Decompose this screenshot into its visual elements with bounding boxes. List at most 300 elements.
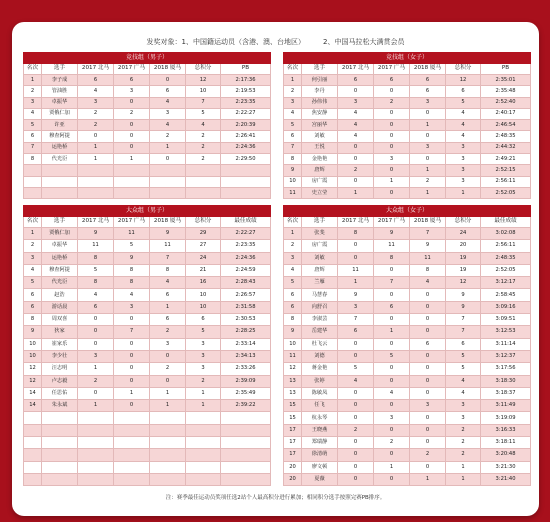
award-notice-item-2: 2、中国马拉松大满贯会员 bbox=[322, 38, 405, 46]
table-cell: 杭永琴 bbox=[302, 412, 338, 424]
table-cell: 2:35:49 bbox=[221, 387, 271, 399]
table-cell: 8 bbox=[284, 154, 302, 165]
table-cell: 贾俄仁加 bbox=[42, 108, 78, 119]
table-cell bbox=[24, 176, 42, 187]
table-cell: 4 bbox=[78, 289, 114, 301]
column-header: PB bbox=[481, 64, 531, 75]
table-row bbox=[24, 176, 271, 187]
table-cell: 1 bbox=[284, 228, 302, 240]
table-row bbox=[24, 187, 271, 198]
table-cell: 5 bbox=[284, 120, 302, 131]
table-cell: 6 bbox=[150, 86, 186, 97]
table-cell: 3:16:33 bbox=[481, 424, 531, 436]
table-cell: 3:09:16 bbox=[481, 301, 531, 313]
table-cell: 1 bbox=[114, 154, 150, 165]
table-cell: 0 bbox=[374, 314, 410, 326]
table-row bbox=[284, 449, 531, 461]
table-cell: 3 bbox=[410, 400, 446, 412]
table-cell: 0 bbox=[338, 176, 374, 187]
table-cell: 岳建华 bbox=[302, 326, 338, 338]
table-cell: 4 bbox=[150, 97, 186, 108]
table-cell bbox=[24, 437, 42, 449]
table-cell: 2:24:59 bbox=[221, 264, 271, 276]
table-title: 竞技组（男子） bbox=[24, 53, 271, 64]
table-cell: 0 bbox=[338, 412, 374, 424]
table-cell: 0 bbox=[410, 301, 446, 313]
column-header: 2017 北马 bbox=[338, 64, 374, 75]
table-cell: 蒋金艳 bbox=[302, 363, 338, 375]
table-row bbox=[284, 350, 531, 362]
table-cell: 10 bbox=[186, 301, 221, 313]
table-title: 大众组（男子） bbox=[24, 206, 271, 217]
table-cell: 7 bbox=[186, 97, 221, 108]
table-row bbox=[284, 387, 531, 399]
table-cell: 8 bbox=[114, 264, 150, 276]
table-row bbox=[284, 86, 531, 97]
table-cell: 6 bbox=[24, 131, 42, 142]
table-cell: 19 bbox=[446, 264, 481, 276]
table-cell: 8 bbox=[284, 314, 302, 326]
table-cell: 9 bbox=[78, 228, 114, 240]
table-row bbox=[284, 108, 531, 119]
table-cell: 16 bbox=[186, 277, 221, 289]
table-cell: 4 bbox=[24, 108, 42, 119]
table-cell: 郑瑞静 bbox=[302, 437, 338, 449]
table-cell: 5 bbox=[374, 350, 410, 362]
table-cell: 15 bbox=[284, 400, 302, 412]
table-cell: 4 bbox=[78, 86, 114, 97]
table-cell: 穆查阿提 bbox=[42, 131, 78, 142]
table-cell: 1 bbox=[78, 400, 114, 412]
table-cell: 3:02:08 bbox=[481, 228, 531, 240]
table-cell: 1 bbox=[446, 473, 481, 485]
table-cell: 7 bbox=[446, 326, 481, 338]
table-cell: 3 bbox=[186, 338, 221, 350]
table-cell: 代光臣 bbox=[42, 277, 78, 289]
table-cell: 8 bbox=[374, 252, 410, 264]
table-cell: 6 bbox=[446, 338, 481, 350]
table-cell: 0 bbox=[114, 363, 150, 375]
table-cell: 0 bbox=[374, 363, 410, 375]
table-row bbox=[24, 326, 271, 338]
table-cell: 何引丽 bbox=[302, 75, 338, 86]
table-cell bbox=[114, 412, 150, 424]
table-row bbox=[284, 338, 531, 350]
table-cell: 3:09:51 bbox=[481, 314, 531, 326]
table-row bbox=[24, 400, 271, 412]
table-cell bbox=[42, 473, 78, 485]
table-cell: 0 bbox=[338, 350, 374, 362]
table-cell: 李子成 bbox=[42, 75, 78, 86]
table-cell bbox=[150, 165, 186, 176]
table-cell: 2:33:14 bbox=[221, 338, 271, 350]
table-cell: 0 bbox=[410, 326, 446, 338]
table-cell: 夏薇 bbox=[302, 473, 338, 485]
table-row bbox=[284, 120, 531, 131]
table-cell: 12 bbox=[284, 363, 302, 375]
table-cell: 许亚 bbox=[42, 120, 78, 131]
table-cell: 2:31:58 bbox=[221, 301, 271, 313]
table-cell: 0 bbox=[410, 314, 446, 326]
table-cell: 2 bbox=[114, 108, 150, 119]
table-cell: 12 bbox=[24, 375, 42, 387]
table-cell bbox=[221, 176, 271, 187]
table-row bbox=[284, 187, 531, 198]
table-cell: 0 bbox=[114, 120, 150, 131]
table-cell: 3:12:17 bbox=[481, 277, 531, 289]
table-cell: 0 bbox=[410, 437, 446, 449]
table-cell: 0 bbox=[410, 461, 446, 473]
table-row bbox=[24, 314, 271, 326]
table-cell: 6 bbox=[338, 326, 374, 338]
table-row bbox=[24, 437, 271, 449]
table-cell: 卓振华 bbox=[42, 97, 78, 108]
table-cell: 刘敏 bbox=[302, 131, 338, 142]
table-cell: 3 bbox=[446, 412, 481, 424]
column-header: 2017 北马 bbox=[78, 217, 114, 228]
table-row bbox=[24, 120, 271, 131]
table-cell: 0 bbox=[150, 350, 186, 362]
table-cell: 0 bbox=[410, 350, 446, 362]
table-cell bbox=[114, 461, 150, 473]
table-cell: 1 bbox=[150, 142, 186, 153]
table-row bbox=[284, 165, 531, 176]
table-cell: 3 bbox=[338, 301, 374, 313]
table-cell bbox=[42, 165, 78, 176]
table-cell: 2:20:39 bbox=[221, 120, 271, 131]
column-header: 2018 厦马 bbox=[410, 64, 446, 75]
table-row bbox=[24, 424, 271, 436]
table-cell: 2:44:32 bbox=[481, 142, 531, 153]
table-cell: 2:52:15 bbox=[481, 165, 531, 176]
table-cell bbox=[114, 424, 150, 436]
table-cell: 13 bbox=[284, 375, 302, 387]
column-header: 选手 bbox=[42, 217, 78, 228]
table-row bbox=[284, 154, 531, 165]
table-cell: 2 bbox=[24, 86, 42, 97]
table-cell: 8 bbox=[338, 228, 374, 240]
table-cell: 14 bbox=[24, 387, 42, 399]
table-cell: 5 bbox=[186, 108, 221, 119]
table-row bbox=[284, 277, 531, 289]
table-cell: 2 bbox=[284, 86, 302, 97]
table-cell bbox=[221, 461, 271, 473]
table-cell: 4 bbox=[446, 131, 481, 142]
table-cell: 6 bbox=[338, 75, 374, 86]
table-cell: 9 bbox=[410, 240, 446, 252]
column-header: 2017 北马 bbox=[78, 64, 114, 75]
table-row bbox=[24, 461, 271, 473]
table-row bbox=[24, 350, 271, 362]
table-cell: 1 bbox=[410, 165, 446, 176]
table-cell: 任飞 bbox=[302, 400, 338, 412]
table-cell: 5 bbox=[284, 277, 302, 289]
table-cell bbox=[186, 449, 221, 461]
table-cell: 0 bbox=[338, 240, 374, 252]
table-cell: 2:24:36 bbox=[221, 252, 271, 264]
table-cell: 6 bbox=[374, 75, 410, 86]
table-cell: 5 bbox=[24, 120, 42, 131]
table-cell: 0 bbox=[114, 338, 150, 350]
table-cell: 廖文顿 bbox=[302, 461, 338, 473]
table-cell: 8 bbox=[78, 277, 114, 289]
table-cell: 2:28:25 bbox=[221, 326, 271, 338]
table-cell: 5 bbox=[446, 350, 481, 362]
table-row bbox=[284, 264, 531, 276]
table-cell: 4 bbox=[186, 120, 221, 131]
table-cell bbox=[24, 473, 42, 485]
table-cell: 宫丽华 bbox=[302, 120, 338, 131]
table-cell: 焦安静 bbox=[302, 108, 338, 119]
table-cell: 3 bbox=[410, 97, 446, 108]
table-cell bbox=[42, 176, 78, 187]
table-cell: 3:11:14 bbox=[481, 338, 531, 350]
table-row bbox=[24, 228, 271, 240]
column-header: 名次 bbox=[284, 64, 302, 75]
table-cell: 2:58:45 bbox=[481, 289, 531, 301]
table-cell: 3 bbox=[186, 363, 221, 375]
table-cell: 1 bbox=[186, 387, 221, 399]
table-row bbox=[24, 289, 271, 301]
table-cell bbox=[42, 449, 78, 461]
table-cell: 5 bbox=[446, 363, 481, 375]
table-cell: 9 bbox=[338, 289, 374, 301]
table-cell: 李丹 bbox=[302, 86, 338, 97]
table-cell: 0 bbox=[374, 375, 410, 387]
table-row bbox=[284, 461, 531, 473]
table-row bbox=[284, 97, 531, 108]
table-cell: 2:22:27 bbox=[221, 108, 271, 119]
table-cell: 4 bbox=[446, 375, 481, 387]
table-cell bbox=[221, 437, 271, 449]
table-cell: 5 bbox=[186, 326, 221, 338]
table-cell: 12 bbox=[186, 75, 221, 86]
table-cell bbox=[114, 437, 150, 449]
table-cell: 10 bbox=[24, 350, 42, 362]
table-cell: 孙伟伟 bbox=[302, 97, 338, 108]
table-cell: 运艳桥 bbox=[42, 142, 78, 153]
table-row bbox=[284, 412, 531, 424]
table-cell: 5 bbox=[338, 363, 374, 375]
table-cell bbox=[24, 187, 42, 198]
column-header: 最佳成绩 bbox=[221, 217, 271, 228]
table-cell bbox=[42, 437, 78, 449]
table-cell bbox=[186, 424, 221, 436]
table-cell: 穆查阿提 bbox=[42, 264, 78, 276]
table-cell: 贾俄仁加 bbox=[42, 228, 78, 240]
table-cell: 5 bbox=[446, 97, 481, 108]
table-cell: 0 bbox=[410, 412, 446, 424]
table-cell: 9 bbox=[446, 289, 481, 301]
table-cell: 2:56:11 bbox=[481, 240, 531, 252]
table-cell: 0 bbox=[338, 142, 374, 153]
table-cell: 0 bbox=[338, 154, 374, 165]
table-cell bbox=[78, 412, 114, 424]
table-cell: 2 bbox=[186, 142, 221, 153]
table-cell: 4 bbox=[284, 108, 302, 119]
table-cell: 3:18:11 bbox=[481, 437, 531, 449]
table-cell: 0 bbox=[374, 449, 410, 461]
table-cell: 2:48:35 bbox=[481, 252, 531, 264]
award-notice bbox=[12, 37, 539, 47]
table-cell: 0 bbox=[114, 131, 150, 142]
table-cell: 3 bbox=[446, 400, 481, 412]
table-cell: 2 bbox=[186, 154, 221, 165]
table-cell: 17 bbox=[284, 437, 302, 449]
table-cell: 10 bbox=[186, 289, 221, 301]
table-cell: 3:21:40 bbox=[481, 473, 531, 485]
table-cell: 11 bbox=[284, 187, 302, 198]
table-cell: 3 bbox=[446, 165, 481, 176]
table-row bbox=[284, 437, 531, 449]
table-cell: 3:21:30 bbox=[481, 461, 531, 473]
table-cell: 1 bbox=[338, 187, 374, 198]
column-header: 总积分 bbox=[186, 64, 221, 75]
column-header: 2017 广马 bbox=[114, 64, 150, 75]
table-cell: 游话晨 bbox=[42, 301, 78, 313]
table-cell: 0 bbox=[150, 154, 186, 165]
table-cell: 2:52:05 bbox=[481, 264, 531, 276]
table-cell: 4 bbox=[446, 108, 481, 119]
table-cell: 0 bbox=[338, 387, 374, 399]
table-cell: 3 bbox=[78, 350, 114, 362]
table-cell: 2 bbox=[78, 120, 114, 131]
table-row bbox=[24, 301, 271, 313]
table-cell: 金艳艳 bbox=[302, 154, 338, 165]
table-row bbox=[24, 142, 271, 153]
table-cell: 房广霞 bbox=[302, 240, 338, 252]
table-cell: 1 bbox=[186, 400, 221, 412]
table-cell bbox=[78, 437, 114, 449]
table-cell: 卓振华 bbox=[42, 240, 78, 252]
table-cell bbox=[186, 165, 221, 176]
column-header: 名次 bbox=[24, 64, 42, 75]
table-row bbox=[24, 252, 271, 264]
table-cell: 17 bbox=[284, 449, 302, 461]
table-cell: 0 bbox=[374, 120, 410, 131]
table-row bbox=[24, 75, 271, 86]
table-row bbox=[24, 108, 271, 119]
table-cell: 2:33:26 bbox=[221, 363, 271, 375]
table-cell: 1 bbox=[78, 363, 114, 375]
table-cell bbox=[150, 473, 186, 485]
table-cell: 2:23:35 bbox=[221, 97, 271, 108]
elite-men-table bbox=[23, 52, 271, 199]
table-cell: 0 bbox=[374, 338, 410, 350]
table-cell: 3 bbox=[374, 154, 410, 165]
table-cell: 20 bbox=[284, 473, 302, 485]
column-header: 最佳成绩 bbox=[481, 217, 531, 228]
table-row bbox=[284, 326, 531, 338]
table-cell: 2:30:53 bbox=[221, 314, 271, 326]
table-cell: 8 bbox=[78, 252, 114, 264]
table-cell: 1 bbox=[150, 387, 186, 399]
table-cell: 0 bbox=[78, 338, 114, 350]
table-cell: 2 bbox=[374, 437, 410, 449]
table-cell bbox=[114, 449, 150, 461]
table-cell bbox=[150, 187, 186, 198]
table-cell: 2:22:27 bbox=[221, 228, 271, 240]
table-cell: 崔家乐 bbox=[42, 338, 78, 350]
table-cell: 2:52:05 bbox=[481, 187, 531, 198]
table-cell: 8 bbox=[24, 314, 42, 326]
table-cell: 11 bbox=[150, 240, 186, 252]
column-header: 2018 厦马 bbox=[410, 217, 446, 228]
column-header: 名次 bbox=[24, 217, 42, 228]
table-cell: 周双喜 bbox=[42, 314, 78, 326]
column-header: 2017 广马 bbox=[374, 217, 410, 228]
table-cell: 0 bbox=[374, 424, 410, 436]
table-cell: 0 bbox=[78, 131, 114, 142]
table-cell: 0 bbox=[410, 154, 446, 165]
table-cell: 3 bbox=[24, 97, 42, 108]
table-cell: 管油胜 bbox=[42, 86, 78, 97]
award-notice-item-1: 发奖对象：1、中国籍运动员（含港、澳、台地区） bbox=[146, 38, 305, 46]
table-cell: 11 bbox=[78, 240, 114, 252]
table-cell: 汪志明 bbox=[42, 363, 78, 375]
table-cell bbox=[78, 176, 114, 187]
table-cell: 0 bbox=[114, 400, 150, 412]
table-cell bbox=[42, 187, 78, 198]
mass-women-table bbox=[283, 205, 531, 486]
table-cell: 0 bbox=[410, 375, 446, 387]
table-cell: 1 bbox=[446, 461, 481, 473]
table-cell bbox=[42, 424, 78, 436]
table-cell bbox=[78, 473, 114, 485]
table-cell: 17 bbox=[284, 424, 302, 436]
table-cell: 20 bbox=[446, 240, 481, 252]
table-cell: 唐辉 bbox=[302, 165, 338, 176]
table-cell: 0 bbox=[338, 461, 374, 473]
table-cell: 6 bbox=[410, 75, 446, 86]
table-cell: 3 bbox=[24, 252, 42, 264]
table-row bbox=[24, 338, 271, 350]
table-cell: 代光臣 bbox=[42, 154, 78, 165]
table-cell: 2:39:22 bbox=[221, 400, 271, 412]
table-cell: 向舒召 bbox=[302, 301, 338, 313]
table-cell: 0 bbox=[114, 350, 150, 362]
table-cell: 1 bbox=[410, 120, 446, 131]
table-cell: 11 bbox=[338, 264, 374, 276]
table-cell: 20 bbox=[284, 461, 302, 473]
table-cell: 0 bbox=[338, 338, 374, 350]
table-cell: 徐清萌 bbox=[302, 449, 338, 461]
table-cell: 1 bbox=[338, 277, 374, 289]
table-cell bbox=[221, 424, 271, 436]
table-cell: 0 bbox=[374, 131, 410, 142]
table-cell: 6 bbox=[284, 301, 302, 313]
table-cell bbox=[24, 449, 42, 461]
table-cell: 2 bbox=[78, 108, 114, 119]
table-cell: 2 bbox=[338, 424, 374, 436]
column-header: 总积分 bbox=[186, 217, 221, 228]
table-cell: 6 bbox=[78, 75, 114, 86]
table-cell: 刘德 bbox=[302, 350, 338, 362]
table-cell: 0 bbox=[338, 86, 374, 97]
table-cell bbox=[78, 449, 114, 461]
table-row bbox=[284, 375, 531, 387]
table-title: 大众组（女子） bbox=[284, 206, 531, 217]
elite-women-table bbox=[283, 52, 531, 199]
table-cell: 2 bbox=[150, 326, 186, 338]
table-cell: 2:56:11 bbox=[481, 176, 531, 187]
table-cell: 4 bbox=[114, 289, 150, 301]
table-cell bbox=[150, 437, 186, 449]
table-cell: 19 bbox=[446, 252, 481, 264]
table-row bbox=[24, 264, 271, 276]
column-header: 2017 北马 bbox=[338, 217, 374, 228]
table-cell: 2:28:43 bbox=[221, 277, 271, 289]
